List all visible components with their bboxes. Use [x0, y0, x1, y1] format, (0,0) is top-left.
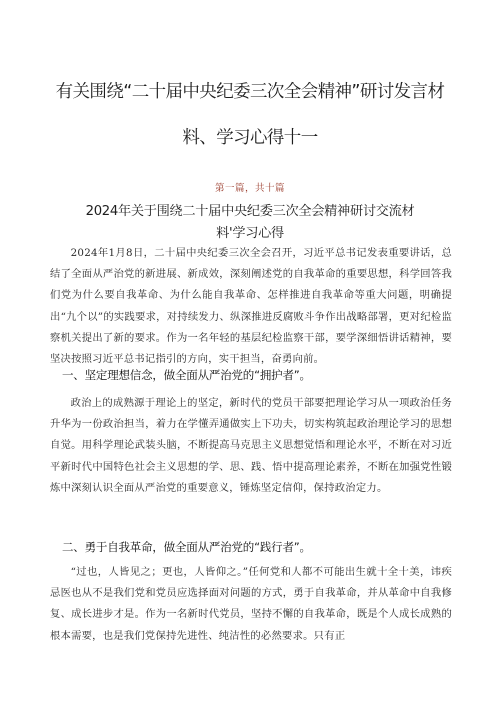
paragraph-intro: 2024年1月8日，二十届中央纪委三次全会召开，习近平总书记发表重要讲话，总结了全面从严治党的新进展、新成效，深刻阐述党的自我革命的重要思想，科学回答我们党为什么要自我革命、为什么能自我革命、怎样推进自我革命等重大问题，明确提出“九个以”的实践要求，对持续发力、纵深推进反腐败斗争作出战略部署，更对纪检监察机关提出了新的要求。作为一名年轻的基层纪检监察干部，要学深细悟讲话精神，要坚决按照习近平总书记指引的方向，实干担当，奋勇向前。 [50, 247, 452, 366]
paragraph-section-2: “过也，人皆见之；更也，人皆仰之。”任何党和人都不可能出生就十全十美，讳疾忌医也从不是我们党和党员应选择面对问题的方式，勇于自我革命，并从革命中自我修复、成长进步才是。作为一名新时代党员，坚持不懈的自我革命，既是个人成长成熟的根本需要，也是我们党保持先进性、纯洁性的必然要求。只有正 [50, 566, 452, 642]
article-title-line-1: 2024年关于围绕二十届中央纪委三次全会精神研讨交流材 [85, 204, 415, 219]
document-title-line-2: 料、学习心得十一 [182, 128, 318, 148]
article-index-label: 第一篇，共十篇 [214, 183, 285, 194]
paragraph-section-1: 政治上的成熟源于理论上的坚定，新时代的党员干部要把理论学习从一项政治任务升华为一份政治担当，着力在学懂弄通做实上下功夫，切实构筑起政治理论学习的思想自觉。用科学理论武装头脑，不断提高马克思主义思想觉悟和理论水平，不断在对习近平新时代中国特色社会主义思想的学、思、践、悟中提高理论素养，不断在加强党性锻炼中深刻认识全面从严治党的重要意义，锤炼坚定信仰，保持政治定力。 [50, 397, 452, 494]
article-title-line-2: 料'学习心得 [216, 226, 284, 241]
section-heading-1: 一、坚定理想信念，做全面从严治党的“拥护者”。 [62, 368, 311, 382]
document-title-line-1: 有关围绕“二十届中央纪委三次全会精神”研讨发言材 [55, 82, 445, 102]
section-heading-2: 二、勇于自我革命，做全面从严治党的“践行者”。 [62, 540, 311, 554]
